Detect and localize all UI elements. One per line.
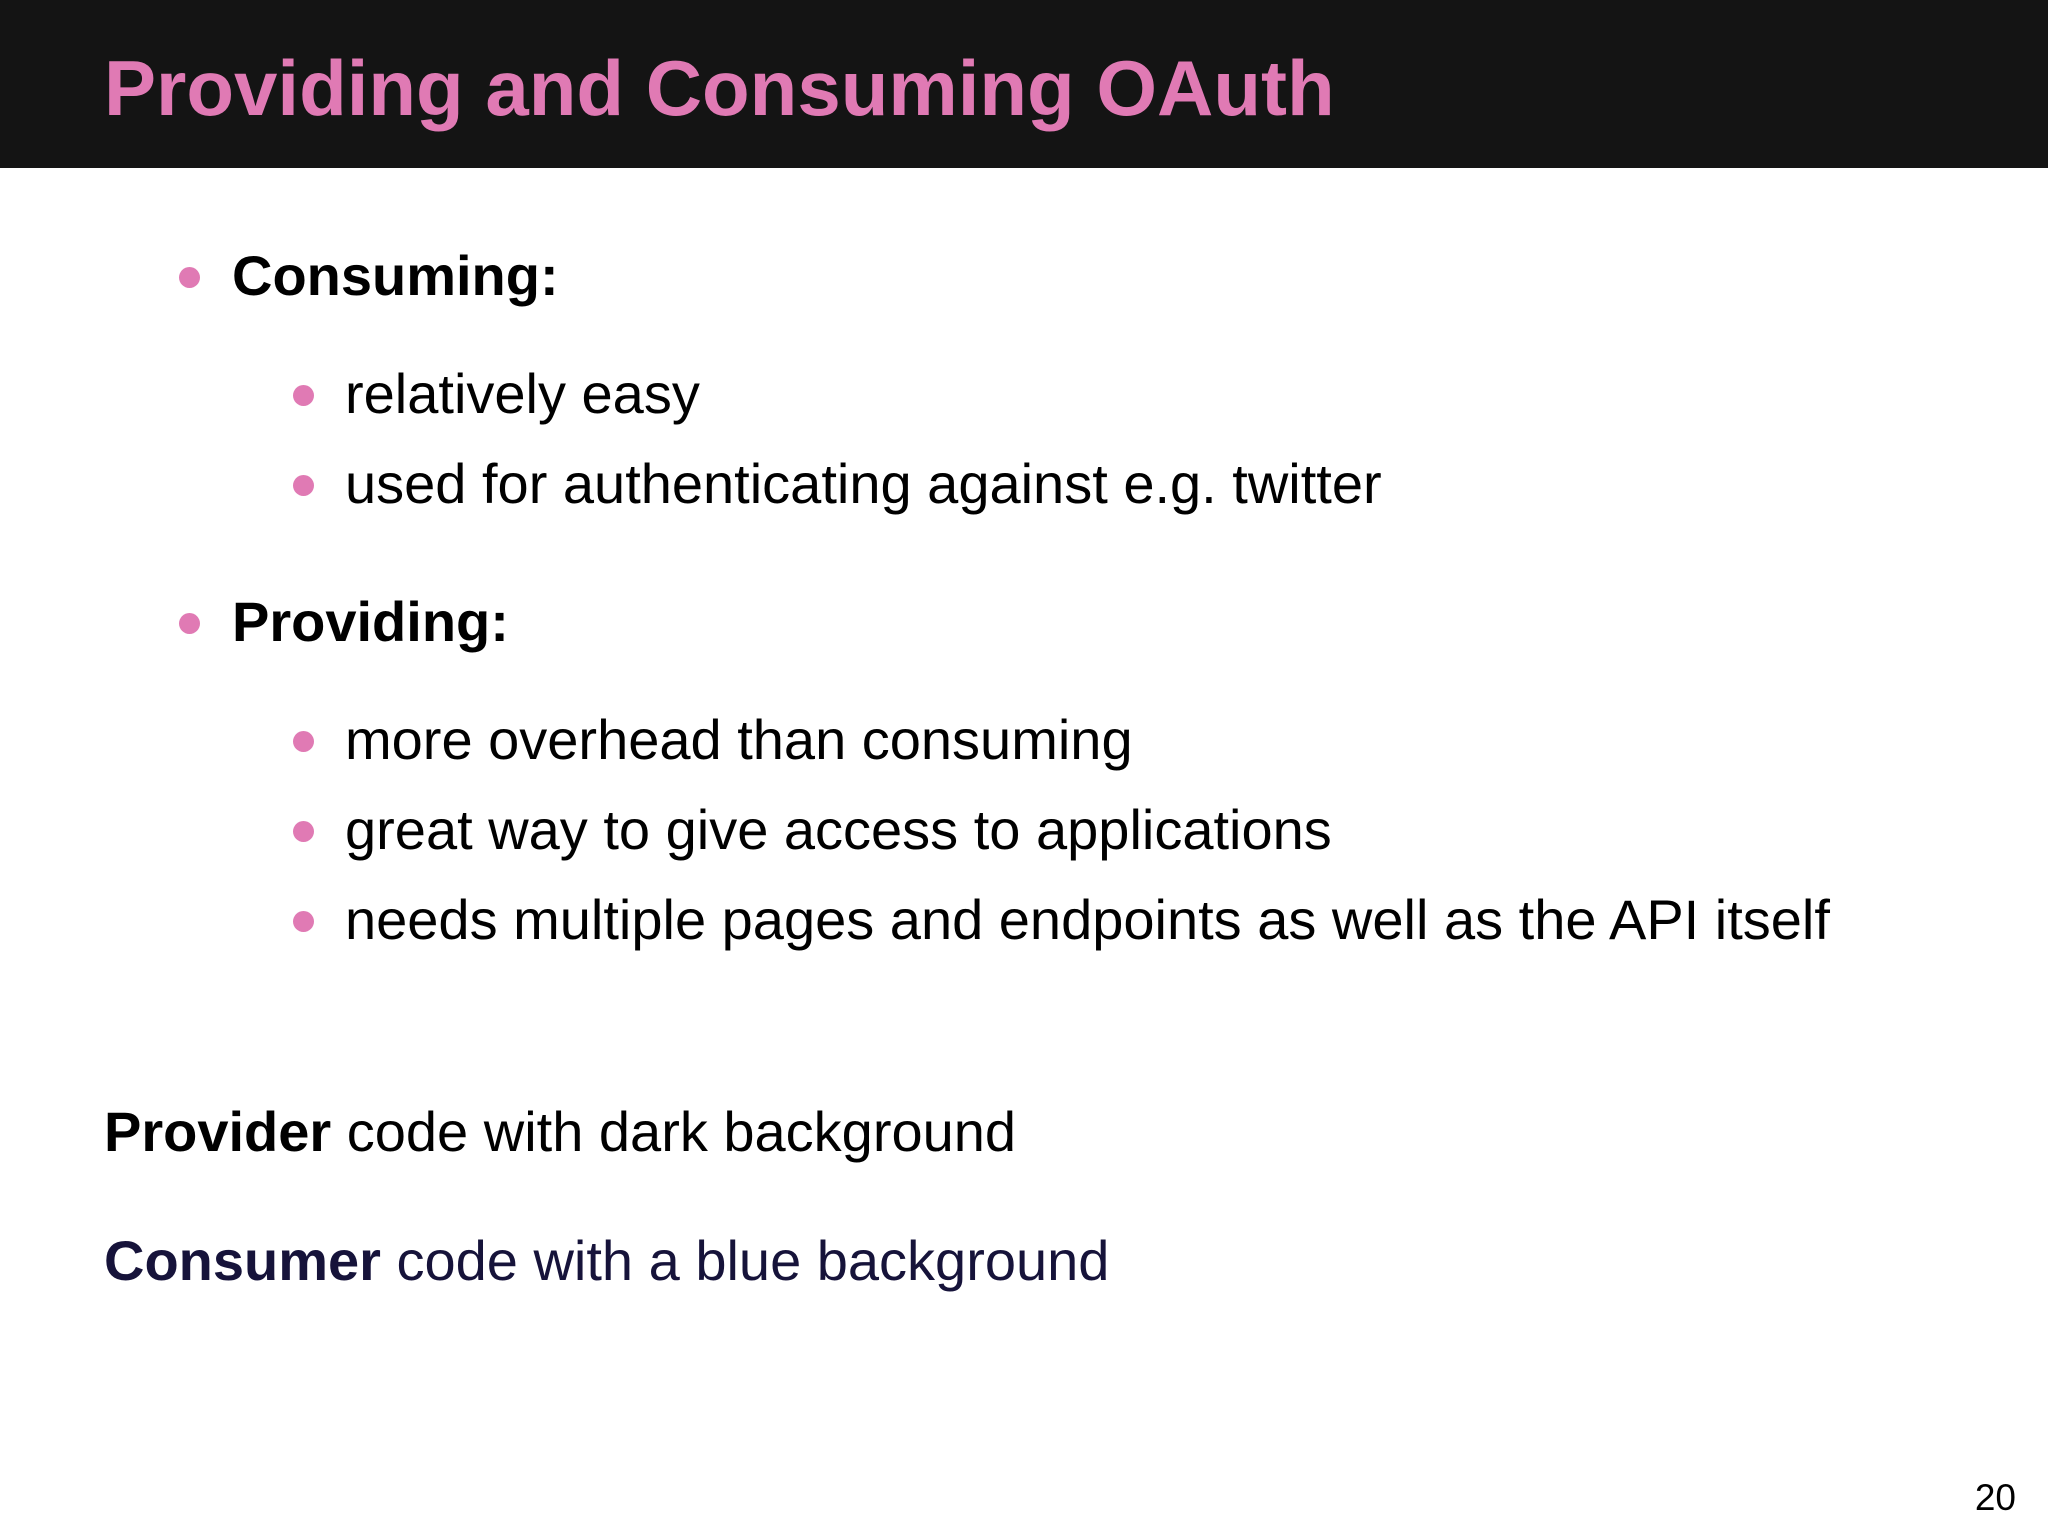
bullet-dot-icon [293,731,314,752]
slide-title: Providing and Consuming OAuth [104,44,1335,132]
page-number: 20 [1974,1477,2016,1518]
bullet-dot-icon [179,613,200,634]
sub-bullet-item [345,448,1382,520]
bullet-dot-icon [179,267,200,288]
bullet-label: Consuming: [232,244,559,307]
sub-bullet-text: great way to give access to applications [345,798,1332,861]
consumer-description: code with a blue background [380,1229,1110,1292]
bullet-dot-icon [293,821,314,842]
slide-header [0,0,2048,168]
consumer-label: Consumer [104,1229,381,1292]
provider-label: Provider [104,1100,332,1163]
sub-bullet-text: relatively easy [345,362,700,425]
sub-bullet-text: used for authenticating against e.g. twitter [345,452,1382,515]
sub-bullet-item [345,358,700,430]
bullet-dot-icon [293,911,314,932]
sub-bullet-text: more overhead than consuming [345,708,1133,771]
slide-body [0,168,2048,1536]
bullet-consuming [232,240,559,312]
bullet-providing [232,586,509,658]
sub-bullet-text: needs multiple pages and endpoints as well as the API itself [345,888,1830,951]
provider-description: code with dark background [331,1100,1017,1163]
bullet-dot-icon [293,385,314,406]
sub-bullet-item [345,884,1830,956]
sub-bullet-item [345,794,1332,866]
provider-legend [104,1096,1016,1168]
bullet-dot-icon [293,475,314,496]
bullet-label: Providing: [232,590,509,653]
consumer-legend [104,1225,1109,1297]
sub-bullet-item [345,704,1133,776]
